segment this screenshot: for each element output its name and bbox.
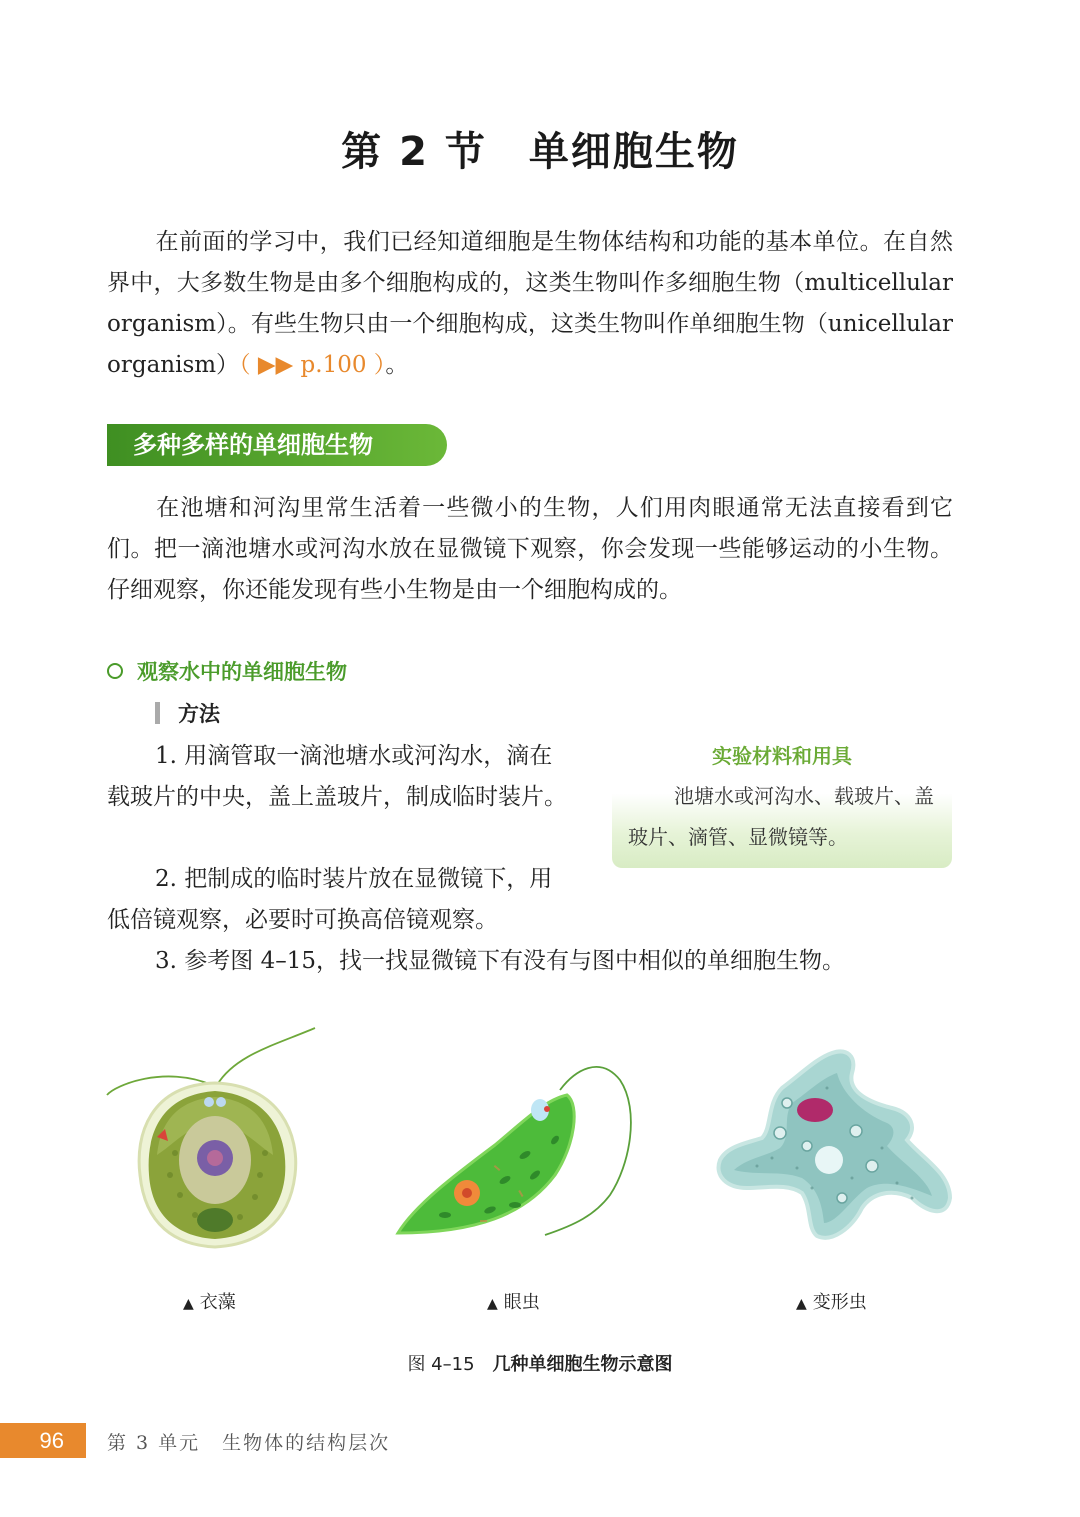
method-heading-text: 方法 [178, 702, 220, 726]
running-footer [107, 1428, 390, 1455]
caption-amoeba [796, 1288, 867, 1314]
page-number: 96 [0, 1423, 86, 1458]
section-paragraph [107, 488, 953, 611]
intro-text: 在前面的学习中，我们已经知道细胞是生物体结构和功能的基本单位。在自然界中，大多数生物是由多个细胞构成的，这类生物叫作多细胞生物（multicellular organism）。有些生物只由一个细胞构成，这类生物叫作单细胞生物（unicellular organism） [107, 229, 953, 378]
activity-heading [107, 656, 347, 686]
step-1 [107, 736, 567, 818]
caption-chlamydomonas [183, 1288, 236, 1314]
figure-number: 图 4–15 [407, 1354, 475, 1375]
triangle-marker-icon: ▲ [796, 1296, 807, 1312]
unit-label: 第 3 单元 [107, 1432, 201, 1454]
activity-title-text: 观察水中的单细胞生物 [137, 660, 347, 684]
chlamydomonas-illustration [105, 1025, 320, 1250]
section-text: 在池塘和河沟里常生活着一些微小的生物，人们用肉眼通常无法直接看到它们。把一滴池塘水或河沟水放在显微镜下观察，你会发现一些能够运动的小生物。仔细观察，你还能发现有些小生物是由一个细胞构成的。 [107, 495, 953, 603]
organism-name: 衣藻 [199, 1292, 236, 1313]
method-heading [155, 698, 220, 728]
step-1-text: 1. 用滴管取一滴池塘水或河沟水，滴在载玻片的中央，盖上盖玻片，制成临时装片。 [107, 743, 567, 810]
step-2 [107, 859, 567, 941]
materials-list: 池塘水或河沟水、载玻片、盖玻片、滴管、显微镜等。 [628, 784, 934, 849]
page-reference-link[interactable]: （ ▶▶ p.100 ） [239, 352, 386, 378]
caption-euglena [487, 1288, 540, 1314]
section-banner: 多种多样的单细胞生物 [107, 424, 447, 466]
step-3-text: 3. 参考图 4–15，找一找显微镜下有没有与图中相似的单细胞生物。 [155, 948, 845, 974]
step-3 [107, 941, 953, 982]
materials-title: 实验材料和用具 [712, 744, 852, 768]
materials-text [628, 776, 940, 858]
amoeba-illustration [712, 1048, 954, 1243]
organism-name: 眼虫 [503, 1292, 540, 1313]
circle-bullet-icon [107, 663, 123, 679]
step-2-text: 2. 把制成的临时装片放在显微镜下，用低倍镜观察，必要时可换高倍镜观察。 [107, 866, 553, 933]
organism-name: 变形虫 [812, 1292, 867, 1313]
figure-title: 几种单细胞生物示意图 [492, 1354, 673, 1375]
triangle-marker-icon: ▲ [183, 1296, 194, 1312]
bar-marker-icon [155, 702, 160, 724]
page-title: 第 2 节 单细胞生物 [341, 129, 739, 175]
triangle-marker-icon: ▲ [487, 1296, 498, 1312]
euglena-illustration [395, 1065, 640, 1240]
unit-title: 生物体的结构层次 [222, 1432, 391, 1454]
intro-end: 。 [385, 352, 409, 378]
figure-caption [0, 1350, 1080, 1376]
intro-paragraph [107, 222, 953, 386]
